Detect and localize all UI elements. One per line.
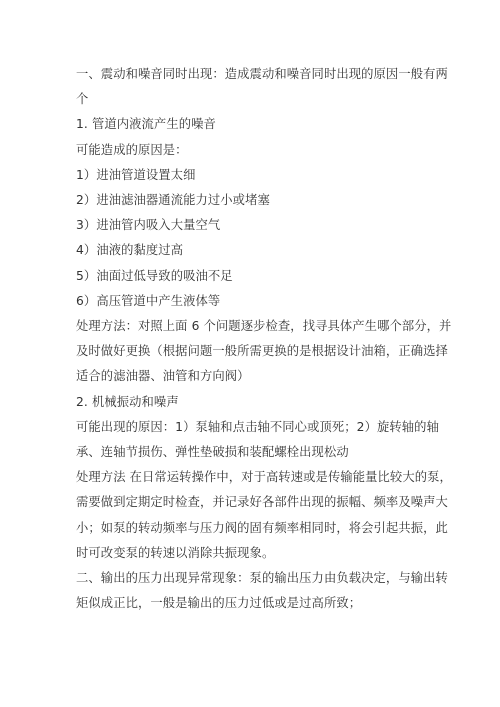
section-heading-2: 二、输出的压力出现异常现象：泵的输出压力由负载决定，与输出转 [76,571,448,586]
text-line: 处理方法：对照上面 6 个问题逐步检查，找寻具体产生哪个部分，并 [76,319,452,334]
list-item: 2）进油滤油器通流能力过小或堵塞 [76,193,270,208]
text-line: 时可改变泵的转速以消除共振现象。 [76,545,275,560]
text-line: 需要做到定期定时检查，并记录好各部件出现的振幅、频率及噪声大 [76,495,448,510]
list-item: 6）高压管道中产生液体等 [76,293,221,308]
text-line: 个 [76,92,89,107]
text-line: 处理方法 在日常运转操作中，对于高转速或是传输能量比较大的泵， [76,470,452,485]
text-line: 小；如泵的转动频率与压力阀的固有频率相同时，将会引起共振，此 [76,520,448,535]
list-item: 1）进油管道设置太细 [76,167,196,182]
text-line: 矩似成正比，一般是输出的压力过低或是过高所致； [76,596,362,611]
list-item: 3）进油管内吸入大量空气 [76,218,221,233]
subsection-heading-2: 2. 机械振动和噪声 [76,394,179,409]
text-line: 承、连轴节损伤、弹性垫破损和装配螺栓出现松动 [76,445,349,460]
document-body [76,62,452,616]
text-line: 及时做好更换（根据问题一般所需更换的是根据设计油箱，正确选择 [76,344,448,359]
list-item: 4）油液的黏度过高 [76,243,184,258]
text-line: 适合的滤油器、油管和方向阀） [76,369,250,384]
subsection-heading-1: 1. 管道内液流产生的噪音 [76,117,216,132]
text-line: 可能造成的原因是： [76,142,188,157]
list-item: 5）油面过低导致的吸油不足 [76,268,233,283]
text-line: 可能出现的原因：1）泵轴和点击轴不同心或顶死；2）旋转轴的轴 [76,419,439,434]
section-heading-1: 一、震动和噪音同时出现：造成震动和噪音同时出现的原因一般有两 [76,67,448,81]
